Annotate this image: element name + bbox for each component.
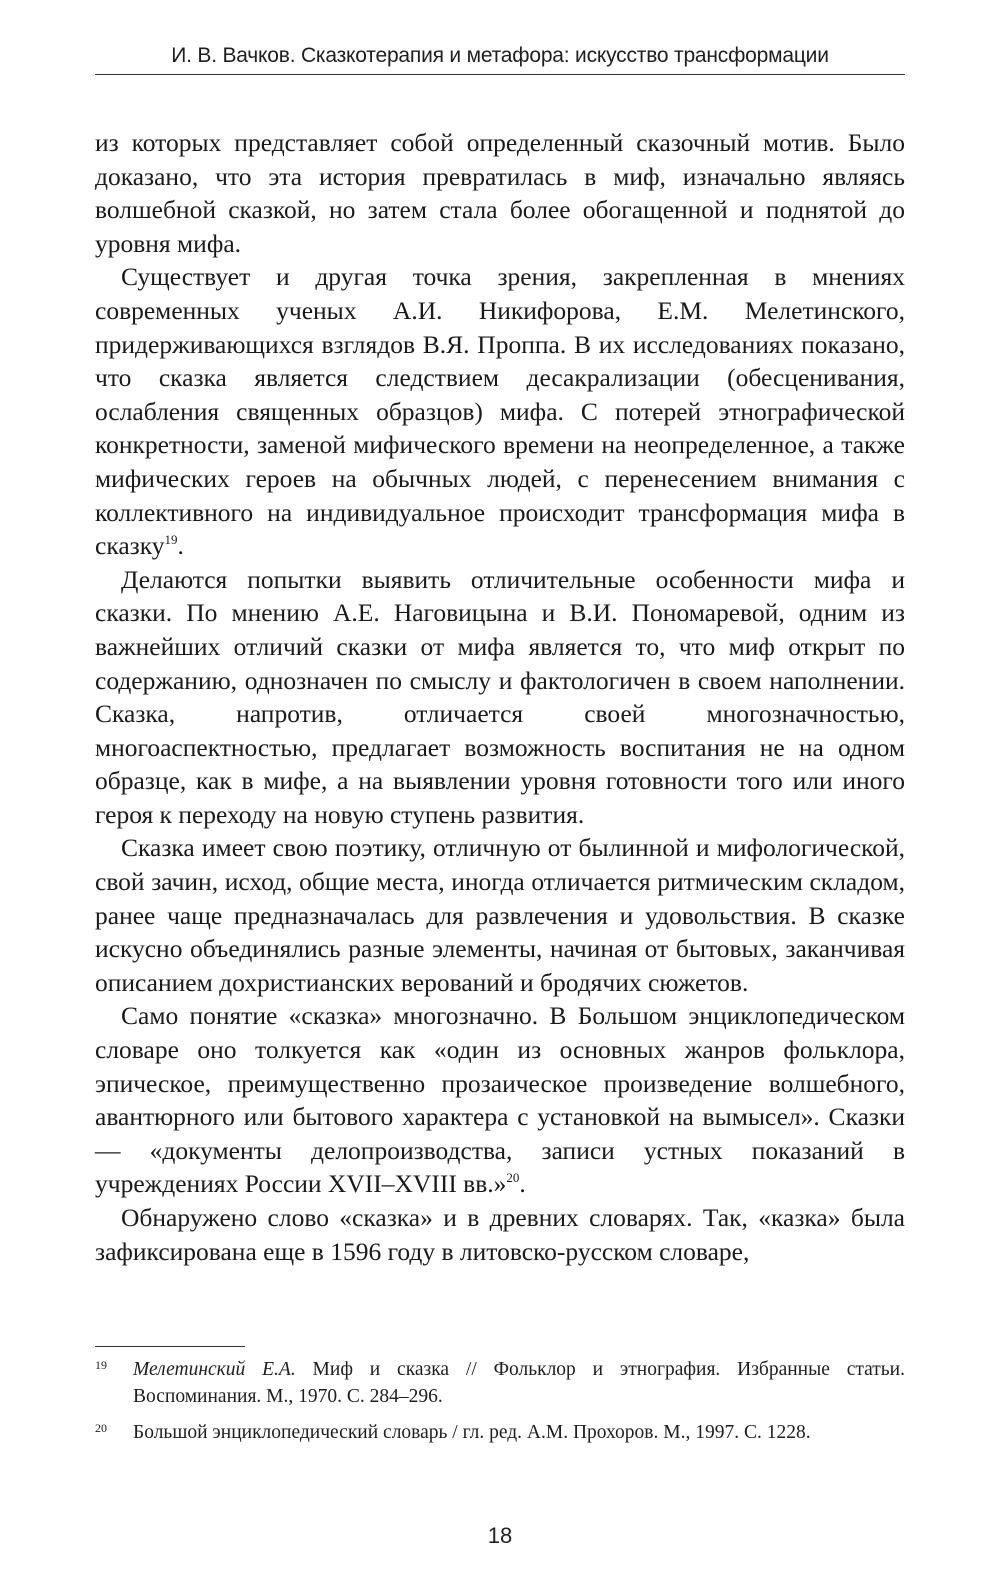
paragraph-5-text: Само понятие «сказка» многозначно. В Большом энциклопедическом словаре оно толкуется как «один из основных жанров фольклора, эпическое, преимущественно прозаическое произведение волшебного, авантюрного или бытового характера с установкой на вымысел». Сказки — «документы делопроизводства, записи устных показаний в учреждениях России XVII–XVIII вв.» — [95, 1001, 905, 1199]
paragraph-3: Делаются попытки выявить отличительные особенности мифа и сказки. По мнению А.Е. Наговицына и В.И. Пономаревой, одним из важнейших отличий сказки от мифа является то, что миф открыт по содержанию, однозначен по смыслу и фактологичен в своем наполнении. Сказка, напротив, отличается своей многозначностью, многоаспектностью, предлагает возможность воспитания не на одном образце, как в мифе, а на выявлении уровня готовности того или иного героя к переходу на новую ступень развития. — [95, 564, 905, 829]
paragraph-5-end: . — [519, 1169, 526, 1199]
paragraph-2-text: Существует и другая точка зрения, закрепленная в мнениях современных ученых А.И. Никифорова, Е.М. Мелетинского, придерживающихся взглядов В.Я. Проппа. В их исследованиях показано, что сказка является следствием десакрализации (обесценивания, ослабления священных образцов) мифа. С потерей этнографической конкретности, заменой мифического времени на неопределенное, а также мифических героев на обычных людей, с перенесением внимания с коллективного на индивидуальное происходит трансформация мифа в сказку — [95, 262, 905, 561]
main-text — [95, 126, 905, 1268]
paragraph-2-end: . — [177, 531, 184, 561]
paragraph-2 — [95, 260, 905, 562]
footnotes — [95, 1356, 905, 1455]
footnote-20 — [95, 1419, 905, 1446]
footnote-number: 20 — [95, 1421, 107, 1435]
paragraph-1: из которых представляет собой определенный сказочный мотив. Было доказано, что эта история превратилась в миф, изначально являясь волшебной сказкой, но затем стала более обогащенной и поднятой до уровня мифа. — [95, 128, 905, 258]
paragraph-5 — [95, 999, 905, 1201]
paragraph-4: Сказка имеет свою поэтику, отличную от былинной и мифологической, свой зачин, исход, общие места, иногда отличается ритмическим складом, ранее чаще предназначалась для развлечения и удовольствия. В сказке искусно объединялись разные элементы, начиная от бытовых, заканчивая описанием дохристианских верований и бродячих сюжетов. — [95, 833, 905, 997]
footnote-ref-19[interactable]: 19 — [164, 532, 178, 548]
footnote-ref-20[interactable]: 20 — [506, 1170, 520, 1186]
footnote-text: Миф и сказка // Фольклор и этнография. Избранные статьи. Воспоминания. М., 1970. С. 284–296. — [133, 1359, 905, 1407]
footnote-author: Мелетинский Е.А. — [133, 1359, 296, 1380]
footnote-rule — [95, 1346, 245, 1347]
header-rule — [95, 74, 905, 75]
page-number: 18 — [487, 1523, 513, 1548]
footnote-number: 19 — [95, 1358, 107, 1372]
footnote-19 — [95, 1356, 905, 1410]
footnote-text: Большой энциклопедический словарь / гл. ред. А.М. Прохоров. М., 1997. С. 1228. — [133, 1422, 811, 1443]
running-header: И. В. Вачков. Сказкотерапия и метафора: искусство трансформации — [171, 44, 829, 67]
paragraph-6: Обнаружено слово «сказка» и в древних словарях. Так, «казка» была зафиксирована еще в 1596 году в литовско-русском словаре, — [95, 1203, 905, 1266]
